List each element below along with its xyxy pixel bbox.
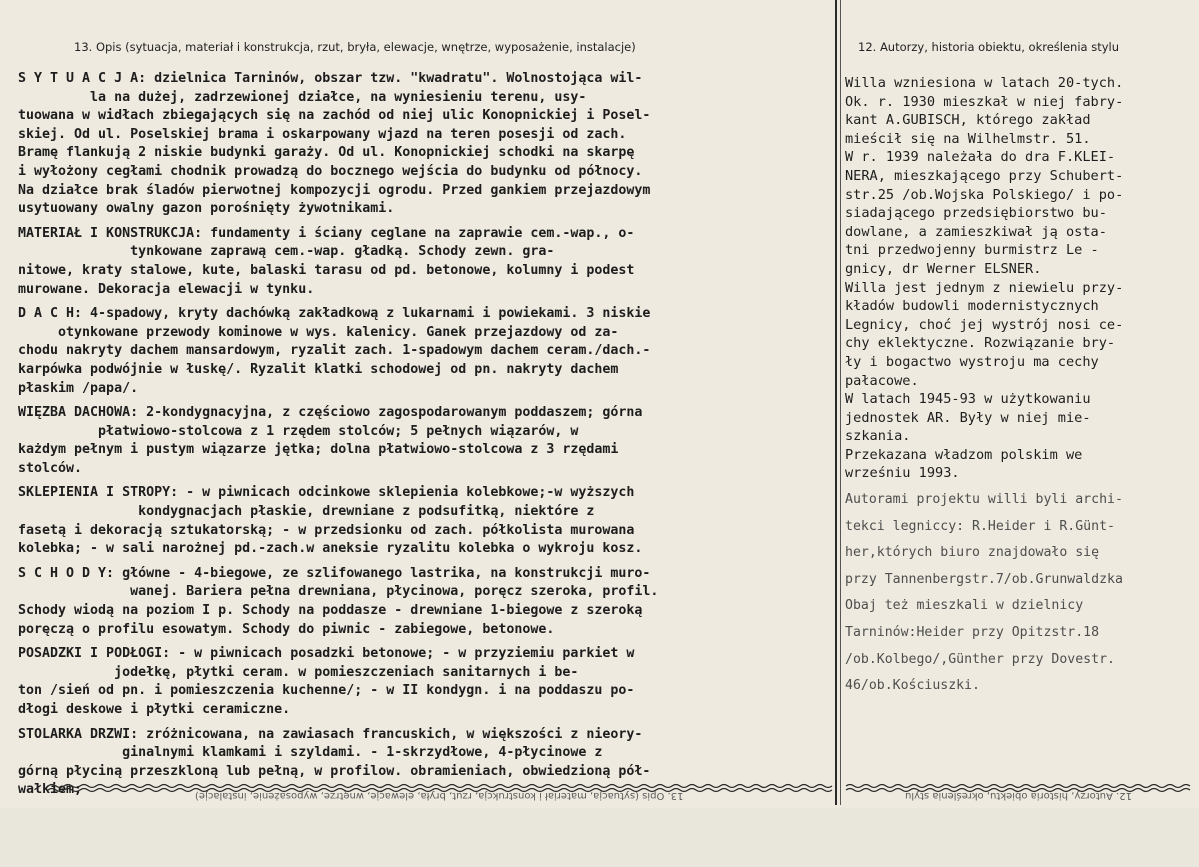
description-section	[18, 645, 833, 719]
history-line: siadającego przedsiębiorstwo bu-	[845, 205, 1107, 222]
history-line: pałacowe.	[845, 372, 919, 389]
text-line	[18, 182, 833, 201]
history-column	[845, 74, 1197, 696]
history-line: gnicy, dr Werner ELSNER.	[845, 260, 1042, 277]
authors-line: her,których biuro znajdowało się	[845, 545, 1100, 561]
text-line	[18, 423, 833, 442]
line-text: dzielnica Tarninów, obszar tzw. "kwadratu". Wolnostojąca wil-	[146, 71, 643, 86]
history-line: NERA, mieszkającego przy Schubert-	[845, 167, 1124, 184]
text-line	[18, 441, 833, 460]
line-text: la na dużej, zadrzewionej działce, na wyniesieniu terenu, usy-	[18, 89, 587, 105]
text-line	[18, 763, 833, 782]
line-text: wanej. Bariera pełna drewniana, płycinowa, poręcz szeroka, profil.	[18, 584, 659, 600]
line-text: ton /sień od pn. i pomieszczenia kuchenne/; - w II kondygn. i na poddaszu po-	[18, 683, 635, 699]
text-line	[18, 726, 833, 745]
description-section	[18, 70, 833, 219]
authors-line: Autorami projektu willi byli archi-	[845, 492, 1123, 508]
line-text: - w piwnicach posadzki betonowe; - w przyziemiu parkiet w	[170, 646, 635, 662]
text-line	[18, 107, 833, 126]
history-line: dowlane, a zamieszkiwał ją osta-	[845, 223, 1107, 240]
history-line: tni przedwojenny burmistrz Le -	[845, 242, 1099, 259]
text-line	[18, 281, 833, 300]
section-13-header: 13. Opis (sytuacja, materiał i konstrukcja, rzut, bryła, elewacje, wnętrze, wyposażenie, instalacje)	[74, 40, 636, 54]
text-line	[18, 701, 833, 720]
text-line	[18, 126, 833, 145]
line-text: nitowe, kraty stalowe, kute, balaski tarasu od pd. betonowe, kolumny i podest	[18, 262, 635, 278]
section-label: STOLARKA DRZWI:	[18, 726, 139, 742]
text-line	[18, 404, 833, 423]
line-text: tynkowane zaprawą cem.-wap. gładką. Schody zewn. gra-	[18, 244, 555, 260]
text-line	[18, 460, 833, 479]
line-text: główne - 4-biegowe, ze szlifowanego lastrika, na konstrukcji muro-	[114, 565, 651, 581]
line-text: fasetą i dekoracją sztukatorską; - w przedsionku od zach. półkolista murowana	[18, 522, 635, 538]
mirrored-section-13-header: 13. Opis (sytuacja, materiał i konstrukcja, rzut, bryła, elewacje, wnętrze, wyposażenie, instalacje)	[195, 790, 684, 801]
authors-line: 46/ob.Kościuszki.	[845, 678, 980, 694]
line-text: otynkowane przewody kominowe w wys. kalenicy. Ganek przejazdowy od za-	[18, 324, 619, 340]
section-label: WIĘZBA DACHOWA:	[18, 405, 139, 421]
line-text: Bramę flankują 2 niskie budynki garaży. Od ul. Konopnickiej schodki na skarpę	[18, 145, 635, 161]
history-line: Willa wzniesiona w latach 20-tych.	[845, 75, 1124, 91]
history-line: str.25 /ob.Wojska Polskiego/ i po-	[845, 186, 1124, 203]
section-label: S Y T U A C J A:	[18, 71, 147, 86]
column-divider-secondary	[840, 0, 841, 805]
text-line	[18, 602, 833, 621]
description-section	[18, 225, 833, 299]
history-line: jednostek AR. Były w niej mie-	[845, 409, 1091, 426]
description-section	[18, 565, 833, 639]
line-text: - w piwnicach odcinkowe sklepienia kolebkowe;-w wyższych	[178, 485, 635, 501]
line-text: Schody wiodą na poziom I p. Schody na poddasze - drewniane 1-biegowe z szeroką	[18, 603, 643, 619]
line-text: murowane. Dekoracja elewacji w tynku.	[18, 281, 315, 297]
line-text: górną płyciną przeszkloną lub pełną, w profilow. obramieniach, obwiedzioną pół-	[18, 763, 651, 779]
description-section	[18, 484, 833, 558]
line-text: płaskim /papa/.	[18, 380, 139, 396]
authors-line: Tarninów:Heider przy Opitzstr.18	[845, 625, 1100, 641]
text-line	[18, 565, 833, 584]
text-line	[18, 144, 833, 163]
description-section	[18, 404, 833, 478]
section-12-header: 12. Autorzy, historia obiektu, określenia stylu	[858, 40, 1120, 54]
text-line	[18, 503, 833, 522]
line-text: 2-kondygnacyjna, z częściowo zagospodarowanym poddaszem; górna	[138, 405, 643, 421]
text-line	[18, 621, 833, 640]
text-line	[18, 645, 833, 664]
history-line: wrześniu 1993.	[845, 465, 960, 482]
text-line	[18, 540, 833, 559]
line-text: fundamenty i ściany ceglane na zaprawie cem.-wap., o-	[202, 225, 635, 241]
line-text: dłogi deskowe i płytki ceramiczne.	[18, 702, 291, 717]
line-text: tuowana w widłach zbiegających się na zachód od niej ulic Konopnickiej i Posel-	[18, 108, 651, 124]
text-line	[18, 380, 833, 399]
history-line: chy eklektyczne. Rozwiązanie bry-	[845, 335, 1116, 352]
line-text: karpówka podwójnie w łuskę/. Ryzalit klatki schodowej od pn. nakryty dachem	[18, 361, 619, 377]
text-line	[18, 163, 833, 182]
history-line: Ok. r. 1930 mieszkał w niej fabry-	[845, 93, 1124, 110]
column-divider	[835, 0, 837, 805]
line-text: kondygnacjach płaskie, drewniane z podsufitką, niektóre z	[18, 504, 595, 520]
text-line	[18, 484, 833, 503]
line-text: poręczą o profilu esowatym. Schody do piwnic - zabiegowe, betonowe.	[18, 621, 555, 637]
authors-line: /ob.Kolbego/,Günther przy Dovestr.	[845, 651, 1115, 667]
text-line	[18, 342, 833, 361]
description-column	[18, 70, 833, 806]
line-text: ginalnymi klamkami i szyldami. - 1-skrzydłowe, 4-płycinowe z	[18, 745, 603, 761]
line-text: i wyłożony cegłami chodnik prowadzą do bocznego wejścia do budynku od północy.	[18, 163, 643, 179]
text-line	[18, 70, 833, 89]
history-line: kant A.GUBISCH, którego zakład	[845, 112, 1091, 129]
history-line: Przekazana władzom polskim we	[845, 446, 1083, 463]
section-label: SKLEPIENIA I STROPY:	[18, 485, 179, 501]
line-text: każdym pełnym i pustym wiązarze jętka; dolna płatwiowo-stolcowa z 3 rzędami	[18, 442, 619, 458]
line-text: Na działce brak śladów pierwotnej kompozycji ogrodu. Przed gankiem przejazdowym	[18, 182, 651, 198]
authors-line: przy Tannenbergstr.7/ob.Grunwaldzka	[845, 571, 1123, 587]
text-line	[18, 243, 833, 262]
line-text: stolców.	[18, 460, 83, 476]
text-line	[18, 89, 833, 108]
history-line: Willa jest jednym z niewielu przy-	[845, 279, 1124, 296]
text-line	[18, 262, 833, 281]
section-label: POSADZKI I PODŁOGI:	[18, 646, 171, 662]
bottom-margin	[0, 808, 1199, 867]
history-line: mieścił się na Wilhelmstr. 51.	[845, 130, 1091, 147]
text-line	[18, 361, 833, 380]
text-line	[18, 682, 833, 701]
text-line	[18, 583, 833, 602]
text-line	[18, 664, 833, 683]
line-text: skiej. Od ul. Poselskiej brama i oskarpowany wjazd na teren posesji od zach.	[18, 126, 627, 142]
history-line: Legnicy, choć jej wystrój nosi ce-	[845, 316, 1124, 333]
line-text: usytuowany owalny gazon porośnięty żywotnikami.	[18, 201, 395, 217]
section-label: MATERIAŁ I KONSTRUKCJA:	[18, 225, 203, 241]
text-line	[18, 744, 833, 763]
history-line: kładów budowli modernistycznych	[845, 298, 1099, 315]
section-label: S C H O D Y:	[18, 565, 115, 581]
section-label: D A C H:	[18, 306, 83, 322]
authors-line: tekci legniccy: R.Heider i R.Günt-	[845, 518, 1115, 534]
text-line	[18, 324, 833, 343]
history-line: ły i bogactwo wystroju ma cechy	[845, 353, 1099, 370]
line-text: zróżnicowana, na zawiasach francuskich, w większości z nieory-	[138, 726, 643, 742]
line-text: wałkiem;	[18, 782, 83, 798]
line-text: płatwiowo-stolcowa z 1 rzędem stolców; 5 pełnych wiązarów, w	[18, 423, 579, 439]
history-line: W latach 1945-93 w użytkowaniu	[845, 391, 1091, 408]
text-line	[18, 225, 833, 244]
line-text: 4-spadowy, kryty dachówką zakładkową z lukarnami i powiekami. 3 niskie	[82, 306, 651, 322]
description-section	[18, 305, 833, 398]
history-line: szkania.	[845, 428, 911, 445]
line-text: kolebka; - w sali narożnej pd.-zach.w aneksie ryzalitu kolebka o wykroju kosz.	[18, 541, 643, 557]
text-line	[18, 200, 833, 219]
text-line	[18, 305, 833, 324]
mirrored-section-12-header: 12. Autorzy, historia obiektu, określenia stylu	[905, 790, 1132, 801]
history-line: W r. 1939 należała do dra F.KLEI-	[845, 149, 1116, 166]
line-text: jodełkę, płytki ceram. w pomieszczeniach sanitarnych i be-	[18, 664, 579, 680]
authors-line: Obaj też mieszkali w dzielnicy	[845, 598, 1084, 614]
line-text: chodu nakryty dachem mansardowym, ryzalit zach. 1-spadowym dachem ceram./dach.-	[18, 343, 651, 359]
text-line	[18, 522, 833, 541]
